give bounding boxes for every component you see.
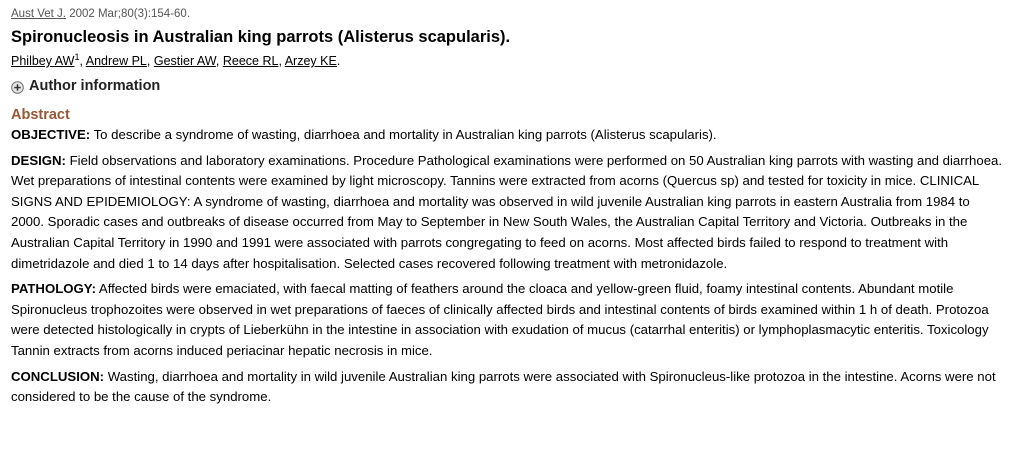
section-text: Field observations and laboratory examinations. Procedure Pathological examinations were performed on 50 Australian king parrots with wasting and diarrhoea. Wet preparations of intestinal contents were examined by light microscopy. Tannins were extracted from acorns (Quercus sp) and tested for toxicity in mice. CLINICAL SIGNS AND EPIDEMIOLOGY: A syndrome of wasting, diarrhoea and mortality was observed in wild juvenile Australian king parrots in eastern Australia from 1984 to 2000. Sporadic cases and outbreaks of disease occurred from May to September in New South Wales, the Australian Capital Territory and Victoria. Outbreaks in the Australian Capital Territory in 1990 and 1991 were associated with parrots congregating to feed on acorns. Most affected birds failed to respond to treatment with dimetridazole and died 1 to 14 days after hospitalisation. Selected cases recovered following treatment with metronidazole. [11, 152, 1003, 271]
author-link[interactable]: Philbey AW [11, 54, 75, 68]
author-link[interactable]: Gestier AW [153, 54, 216, 68]
abstract-pathology [11, 279, 1006, 361]
section-text: Wasting, diarrhoea and mortality in wild juvenile Australian king parrots were associated with Spironucleus-like protozoa in the intestine. Acorns were not considered to be the cause of the syndrome. [11, 368, 996, 405]
author-link[interactable]: Andrew PL [85, 54, 147, 68]
author-separator: . [336, 54, 341, 68]
section-label: DESIGN: [11, 152, 66, 168]
section-text: To describe a syndrome of wasting, diarrhoea and mortality in Australian king parrots (Alisterus scapularis). [90, 127, 717, 142]
author-link[interactable]: Arzey KE [284, 54, 337, 68]
journal-link[interactable]: Aust Vet J. [11, 8, 66, 20]
plus-circle-icon [11, 80, 24, 93]
article-title: Spironucleosis in Australian king parrots (Alisterus scapularis). [11, 28, 511, 46]
abstract-design [11, 151, 1006, 275]
author-information-toggle[interactable] [11, 76, 1006, 96]
author-separator: , [278, 54, 285, 68]
section-label: OBJECTIVE: [11, 127, 91, 142]
author-information-label: Author information [29, 78, 161, 94]
section-text: Affected birds were emaciated, with faecal matting of feathers around the cloaca and yellow-green fluid, foamy intestinal contents. Abundant motile Spironucleus trophozoites were observed in wet preparations of faeces of clinically affected birds and intestinal contents of birds examined within 1 h of death. Protozoa were detected histologically in crypts of Lieberkühn in the intestine in association with exudation of mucus (catarrhal enteritis) or lymphoplasmacytic enteritis. Toxicology Tannin extracts from acorns induced periacinar hepatic necrosis in mice. [11, 281, 989, 358]
abstract-page [11, 6, 1006, 413]
author-list [11, 52, 1006, 70]
author-affiliation-marker: 1 [74, 51, 80, 62]
section-label: CONCLUSION: [11, 368, 105, 384]
abstract-objective [11, 125, 1006, 146]
author-separator: , [146, 54, 154, 68]
author-link[interactable]: Reece RL [222, 54, 279, 68]
citation-details: 2002 Mar;80(3):154-60. [69, 8, 191, 20]
abstract-heading: Abstract [11, 107, 70, 123]
author-separator: , [79, 54, 86, 68]
author-separator: , [215, 54, 223, 68]
section-label: PATHOLOGY: [11, 281, 96, 297]
citation-line [11, 6, 1006, 22]
abstract-conclusion [11, 367, 1006, 408]
